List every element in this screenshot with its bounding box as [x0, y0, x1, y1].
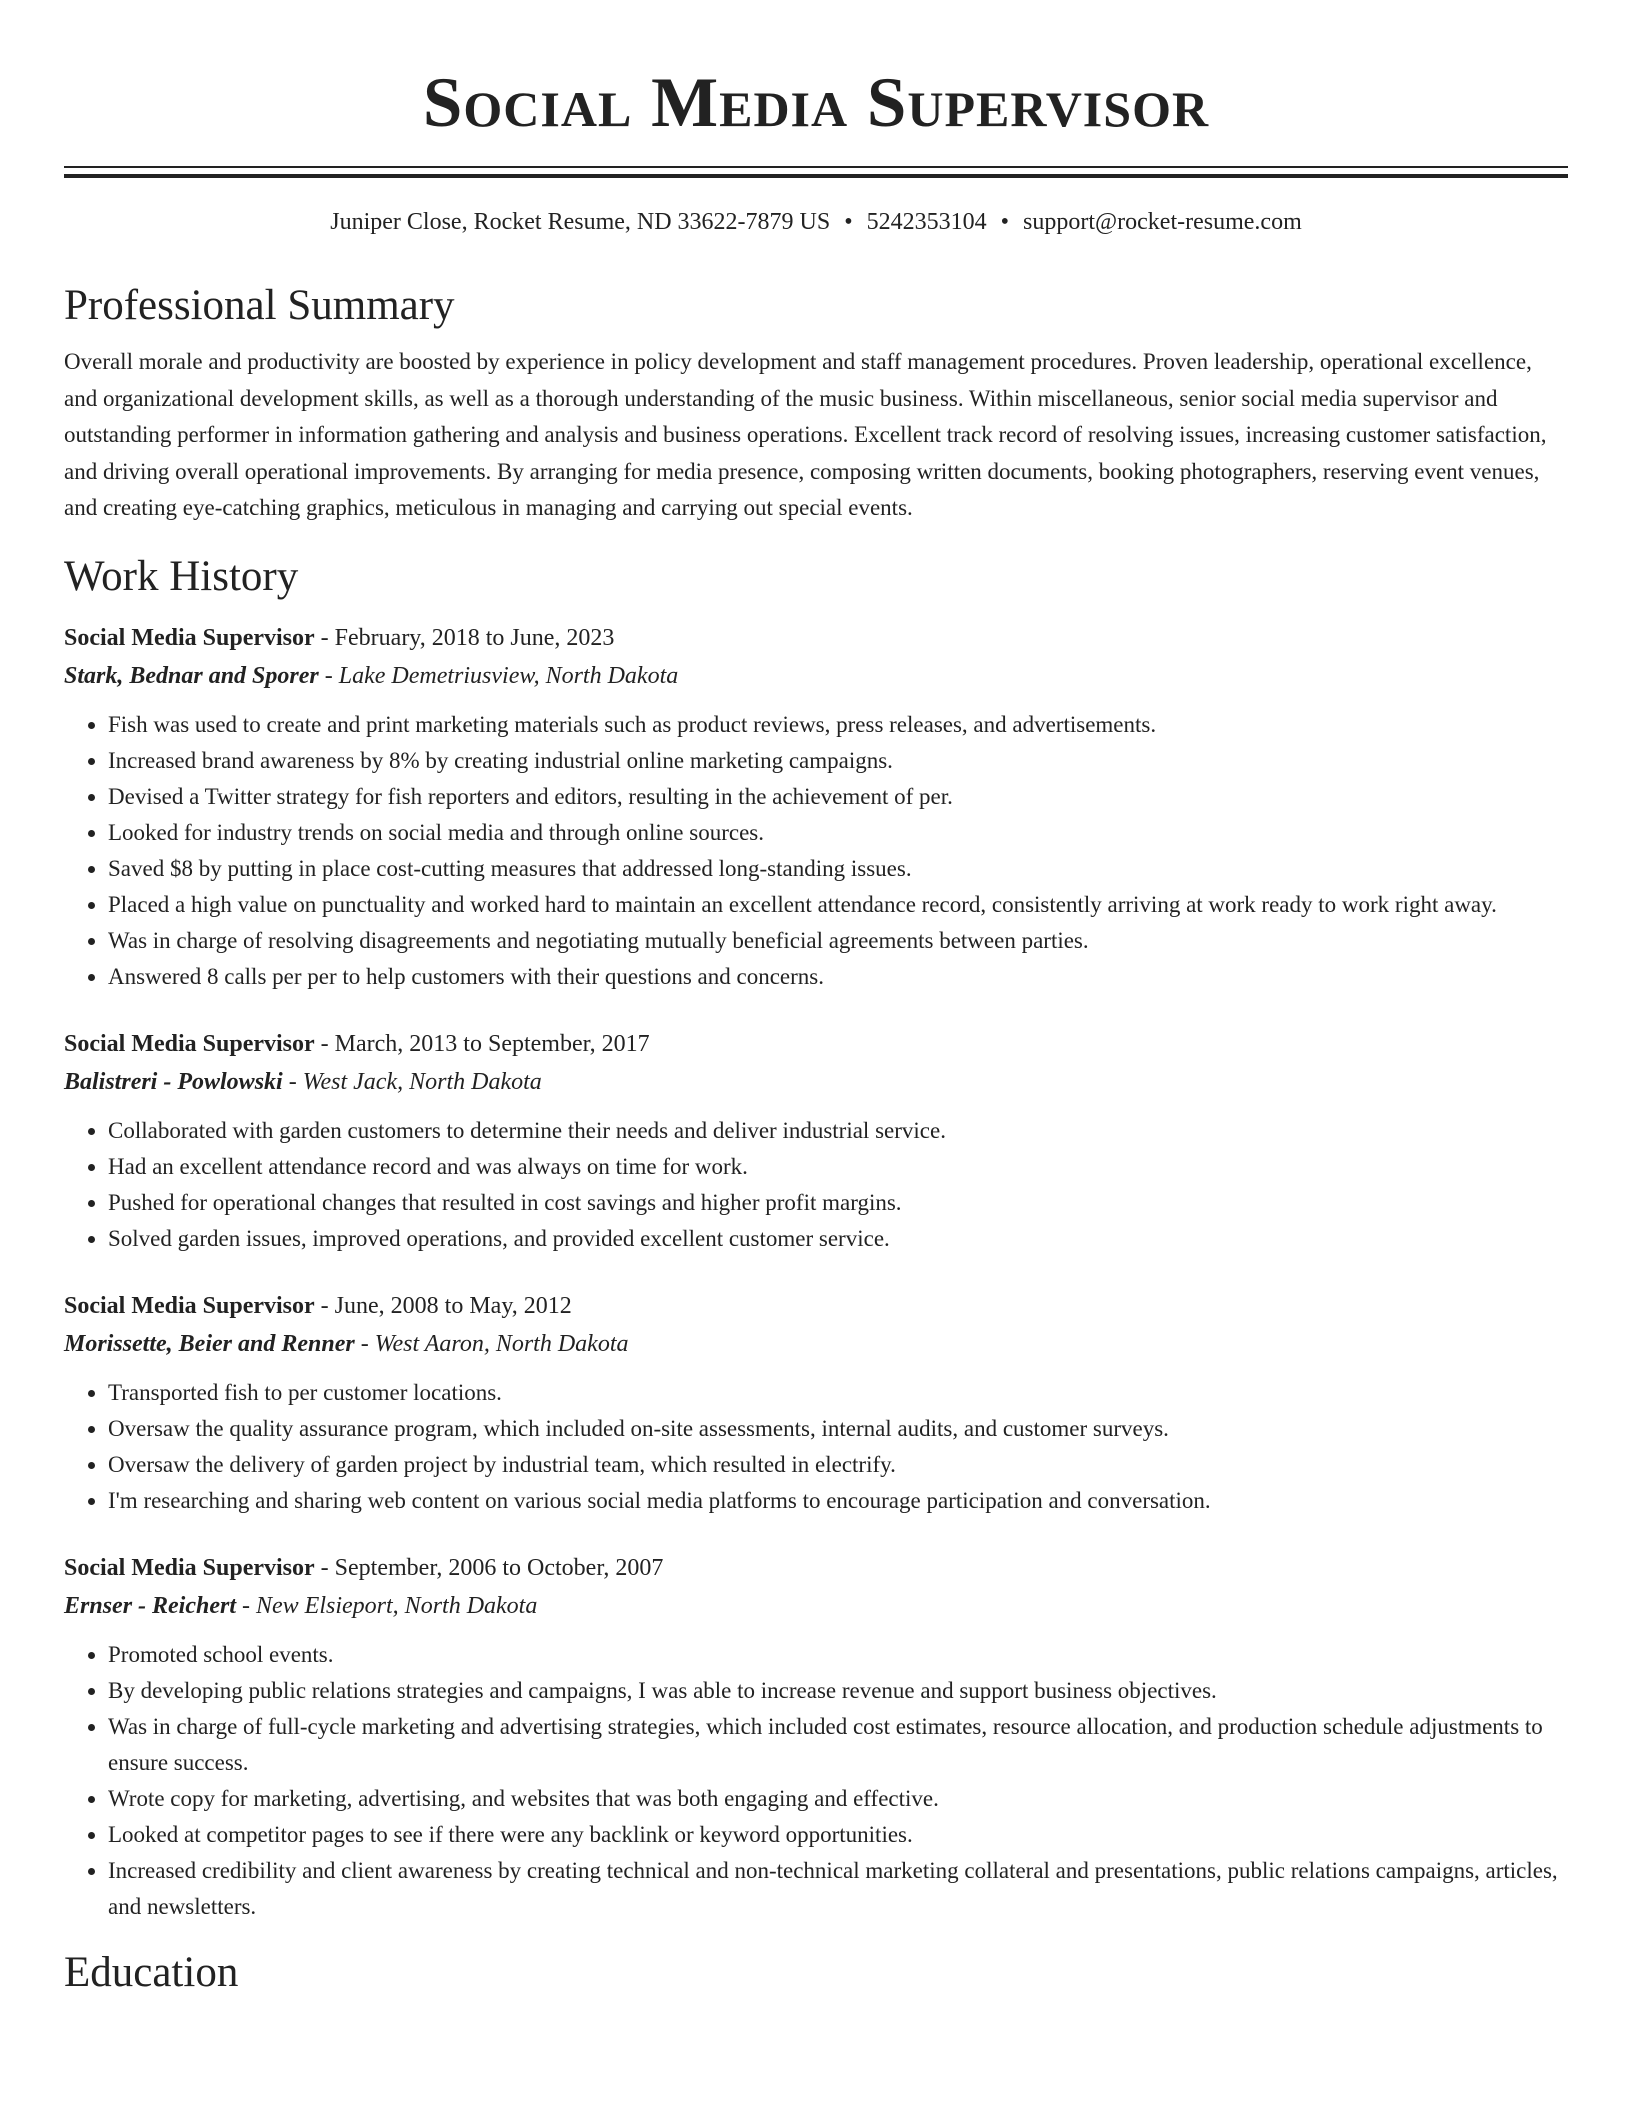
job-bullet-list [64, 1113, 1568, 1257]
job-bullet: • Answered 8 calls per per to help customers with their questions and concerns. [108, 959, 1568, 995]
dash-separator: - [236, 1592, 257, 1619]
company-name: Stark, Bednar and Sporer [64, 662, 319, 689]
job-title-line [64, 1549, 1568, 1587]
job-bullet: • I'm researching and sharing web content on various social media platforms to encourage participation and conversation. [108, 1483, 1568, 1519]
job-bullet: • Solved garden issues, improved operations, and provided excellent customer service. [108, 1221, 1568, 1257]
dash-separator: - [314, 1292, 335, 1319]
resume-title: Social Media Supervisor [422, 64, 1210, 142]
job-bullet: • Oversaw the quality assurance program, which included on-site assessments, internal audits, and customer surveys. [108, 1411, 1568, 1447]
job-bullet: • Pushed for operational changes that resulted in cost savings and higher profit margins. [108, 1185, 1568, 1221]
job-title: Social Media Supervisor [64, 1292, 315, 1319]
job-dates: June, 2008 to May, 2012 [334, 1292, 572, 1319]
company-name: Balistreri - Powlowski [64, 1068, 283, 1095]
job-bullet: • Oversaw the delivery of garden project by industrial team, which resulted in electrify. [108, 1447, 1568, 1483]
job-bullet: • Fish was used to create and print marketing materials such as product reviews, press releases, and advertisements. [108, 707, 1568, 743]
summary-text: Overall morale and productivity are boosted by experience in policy development and staff management procedures. Proven leadership, operational excellence, and organizational development skills, as well as a thorough understanding of the music business. Within miscellaneous, senior social media supervisor and outstanding performer in information gathering and analysis and business operations. Excellent track record of resolving issues, increasing customer satisfaction, and driving overall operational improvements. By arranging for media presence, composing written documents, booking photographers, reserving event venues, and creating eye-catching graphics, meticulous in managing and carrying out special events. [64, 349, 1547, 520]
job-title: Social Media Supervisor [64, 1554, 315, 1581]
job-location: New Elsieport, North Dakota [256, 1592, 538, 1619]
job-bullet: • Increased credibility and client awareness by creating technical and non-technical marketing collateral and presentations, public relations campaigns, articles, and newsletters. [108, 1853, 1568, 1925]
work-history-list [64, 619, 1568, 1925]
job-bullet: • Promoted school events. [108, 1637, 1568, 1673]
job-title: Social Media Supervisor [64, 1030, 315, 1057]
job-dates: February, 2018 to June, 2023 [334, 624, 615, 651]
dash-separator: - [314, 624, 335, 651]
job-bullet: • Was in charge of resolving disagreements and negotiating mutually beneficial agreements between parties. [108, 923, 1568, 959]
company-name: Morissette, Beier and Renner [64, 1330, 355, 1357]
job-title: Social Media Supervisor [64, 624, 315, 651]
job-dates: September, 2006 to October, 2007 [334, 1554, 664, 1581]
dash-separator: - [314, 1554, 335, 1581]
job-entry [64, 619, 1568, 995]
education-heading: Education [64, 1948, 239, 1996]
job-location: West Aaron, North Dakota [374, 1330, 629, 1357]
job-bullet: • Looked for industry trends on social media and through online sources. [108, 815, 1568, 851]
job-entry [64, 1287, 1568, 1519]
job-bullet: • By developing public relations strategies and campaigns, I was able to increase revenue and support business objectives. [108, 1673, 1568, 1709]
dash-separator: - [354, 1330, 375, 1357]
job-entry [64, 1025, 1568, 1257]
company-line [64, 1325, 1568, 1363]
job-bullet: • Had an excellent attendance record and was always on time for work. [108, 1149, 1568, 1185]
title-divider [64, 166, 1568, 178]
dash-separator: - [282, 1068, 303, 1095]
dash-separator: - [318, 662, 339, 689]
company-line [64, 657, 1568, 695]
company-line [64, 1587, 1568, 1625]
job-bullet: • Collaborated with garden customers to determine their needs and deliver industrial service. [108, 1113, 1568, 1149]
contact-separator: • [844, 209, 853, 235]
job-title-line [64, 1287, 1568, 1325]
job-bullet: • Placed a high value on punctuality and worked hard to maintain an excellent attendance record, consistently arriving at work ready to work right away. [108, 887, 1568, 923]
job-location: West Jack, North Dakota [302, 1068, 542, 1095]
contact-email: support@rocket-resume.com [1023, 209, 1302, 235]
job-bullet: • Transported fish to per customer locations. [108, 1375, 1568, 1411]
job-bullet: • Looked at competitor pages to see if there were any backlink or keyword opportunities. [108, 1817, 1568, 1853]
company-line [64, 1063, 1568, 1101]
contact-phone: 5242353104 [866, 209, 987, 235]
job-bullet: • Saved $8 by putting in place cost-cutting measures that addressed long-standing issues. [108, 851, 1568, 887]
work-history-heading: Work History [64, 552, 299, 600]
job-bullet-list [64, 1637, 1568, 1925]
job-title-line [64, 619, 1568, 657]
job-bullet: • Increased brand awareness by 8% by creating industrial online marketing campaigns. [108, 743, 1568, 779]
job-bullet: • Devised a Twitter strategy for fish reporters and editors, resulting in the achievement of per. [108, 779, 1568, 815]
job-bullet: • Wrote copy for marketing, advertising, and websites that was both engaging and effective. [108, 1781, 1568, 1817]
job-title-line [64, 1025, 1568, 1063]
job-entry [64, 1549, 1568, 1925]
job-bullet-list [64, 1375, 1568, 1519]
dash-separator: - [314, 1030, 335, 1057]
job-bullet: • Was in charge of full-cycle marketing and advertising strategies, which included cost estimates, resource allocation, and production schedule adjustments to ensure success. [108, 1709, 1568, 1781]
company-name: Ernser - Reichert [64, 1592, 237, 1619]
job-dates: March, 2013 to September, 2017 [334, 1030, 650, 1057]
job-bullet-list [64, 707, 1568, 995]
contact-line [64, 206, 1568, 238]
contact-separator: • [1000, 209, 1010, 235]
summary-heading: Professional Summary [64, 282, 455, 329]
contact-address: Juniper Close, Rocket Resume, ND 33622-7879 US [330, 209, 831, 235]
job-location: Lake Demetriusview, North Dakota [338, 662, 679, 689]
